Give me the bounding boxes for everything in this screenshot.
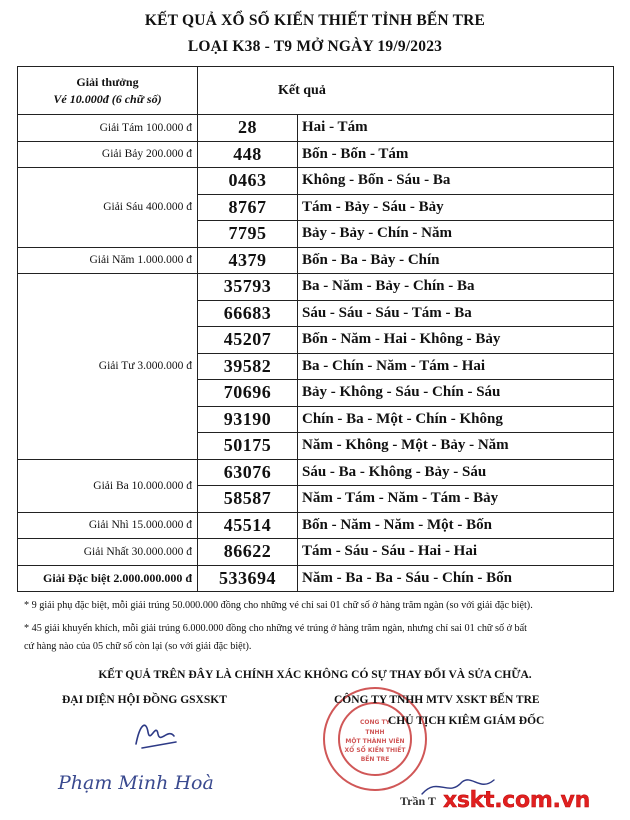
winning-number: 58587 <box>198 486 298 513</box>
prize-label: Giải Năm 1.000.000 đ <box>18 247 198 274</box>
result-row <box>18 168 614 195</box>
svg-text:CÔNG TY: CÔNG TY <box>360 719 390 726</box>
prize-label: Giải Tám 100.000 đ <box>18 115 198 142</box>
number-in-words: Năm - Ba - Ba - Sáu - Chín - Bốn <box>298 565 614 592</box>
number-in-words: Bốn - Năm - Hai - Không - Bảy <box>298 327 614 354</box>
chairman-title-label: CHỦ TỊCH KIÊM GIÁM ĐỐC <box>388 715 545 727</box>
winning-number: 70696 <box>198 380 298 407</box>
confirmation-statement: KẾT QUẢ TRÊN ĐÂY LÀ CHÍNH XÁC KHÔNG CÓ SỰ THAY ĐỔI VÀ SỬA CHỮA. <box>98 669 532 681</box>
result-row <box>18 539 614 566</box>
note-special-consolation: * 9 giải phụ đặc biệt, mỗi giải trúng 50.000.000 đồng cho những vé chỉ sai 01 chữ số ở hàng trăm ngàn (so với giải đặc biệt). <box>24 600 533 611</box>
result-row <box>18 274 614 301</box>
winning-number: 63076 <box>198 459 298 486</box>
winning-number: 448 <box>198 141 298 168</box>
winning-number: 86622 <box>198 539 298 566</box>
number-in-words: Năm - Tám - Năm - Tám - Bảy <box>298 486 614 513</box>
page-title: KẾT QUẢ XỔ SỐ KIẾN THIẾT TỈNH BẾN TRE <box>144 12 486 29</box>
signature-mark-1 <box>128 714 188 754</box>
prize-label: Giải Nhì 15.000.000 đ <box>18 512 198 539</box>
number-in-words: Năm - Không - Một - Bảy - Năm <box>298 433 614 460</box>
svg-text:BẾN TRE: BẾN TRE <box>360 756 390 763</box>
svg-text:XỔ SỐ KIẾN THIẾT: XỔ SỐ KIẾN THIẾT <box>344 747 406 754</box>
council-representative-label: ĐẠI DIỆN HỘI ĐỒNG GSXSKT <box>62 694 227 706</box>
director-name: Trần T <box>400 794 436 808</box>
result-row <box>18 459 614 486</box>
note-encouragement: * 45 giải khuyến khích, mỗi giải trúng 6.000.000 đồng cho những vé trúng ở hàng trăm ngàn, nhưng chỉ sai 01 chữ số ở bất <box>24 623 527 634</box>
note-encouragement-cont: cứ hàng nào của 05 chữ số còn lại (so với giải đặc biệt). <box>24 641 252 652</box>
prize-label: Giải Tư 3.000.000 đ <box>18 274 198 460</box>
ticket-price-label: Vé 10.000đ (6 chữ số) <box>53 91 162 106</box>
winning-number: 28 <box>198 115 298 142</box>
prize-label: Giải Ba 10.000.000 đ <box>18 459 198 512</box>
result-row <box>18 512 614 539</box>
winning-number: 45514 <box>198 512 298 539</box>
winning-number: 8767 <box>198 194 298 221</box>
prize-column-header <box>18 67 198 115</box>
site-watermark: xskt.com.vn <box>443 788 590 813</box>
number-in-words: Tám - Sáu - Sáu - Hai - Hai <box>298 539 614 566</box>
svg-text:MỘT THÀNH VIÊN: MỘT THÀNH VIÊN <box>345 738 405 745</box>
company-name-label: CÔNG TY TNHH MTV XSKT BẾN TRE <box>334 694 540 706</box>
number-in-words: Ba - Chín - Năm - Tám - Hai <box>298 353 614 380</box>
winning-number: 0463 <box>198 168 298 195</box>
number-in-words: Hai - Tám <box>298 115 614 142</box>
number-in-words: Bảy - Bảy - Chín - Năm <box>298 221 614 248</box>
result-row <box>18 141 614 168</box>
signature-phamminhhoa: Phạm Minh Hoà <box>58 772 214 794</box>
prize-header-label: Giải thưởng <box>76 74 139 89</box>
winning-number: 50175 <box>198 433 298 460</box>
number-in-words: Bốn - Bốn - Tám <box>298 141 614 168</box>
prize-label: Giải Đặc biệt 2.000.000.000 đ <box>18 565 198 592</box>
results-table <box>17 66 614 592</box>
table-header-row <box>18 67 614 115</box>
result-row <box>18 115 614 142</box>
result-row <box>18 565 614 592</box>
svg-text:TNHH: TNHH <box>365 729 385 736</box>
number-in-words: Bảy - Không - Sáu - Chín - Sáu <box>298 380 614 407</box>
number-in-words: Tám - Bảy - Sáu - Bảy <box>298 194 614 221</box>
number-in-words: Bốn - Năm - Năm - Một - Bốn <box>298 512 614 539</box>
winning-number: 39582 <box>198 353 298 380</box>
number-in-words: Sáu - Sáu - Sáu - Tám - Ba <box>298 300 614 327</box>
winning-number: 4379 <box>198 247 298 274</box>
winning-number: 45207 <box>198 327 298 354</box>
number-in-words: Bốn - Ba - Bảy - Chín <box>298 247 614 274</box>
winning-number: 66683 <box>198 300 298 327</box>
result-row <box>18 247 614 274</box>
number-in-words: Chín - Ba - Một - Chín - Không <box>298 406 614 433</box>
winning-number: 35793 <box>198 274 298 301</box>
winning-number: 533694 <box>198 565 298 592</box>
number-in-words: Không - Bốn - Sáu - Ba <box>298 168 614 195</box>
winning-number: 93190 <box>198 406 298 433</box>
winning-number: 7795 <box>198 221 298 248</box>
result-column-header: Kết quả <box>198 67 614 115</box>
prize-label: Giải Bảy 200.000 đ <box>18 141 198 168</box>
number-in-words: Sáu - Ba - Không - Bảy - Sáu <box>298 459 614 486</box>
draw-subtitle: LOẠI K38 - T9 MỞ NGÀY 19/9/2023 <box>187 38 443 55</box>
prize-label: Giải Nhất 30.000.000 đ <box>18 539 198 566</box>
prize-label: Giải Sáu 400.000 đ <box>18 168 198 248</box>
number-in-words: Ba - Năm - Bảy - Chín - Ba <box>298 274 614 301</box>
